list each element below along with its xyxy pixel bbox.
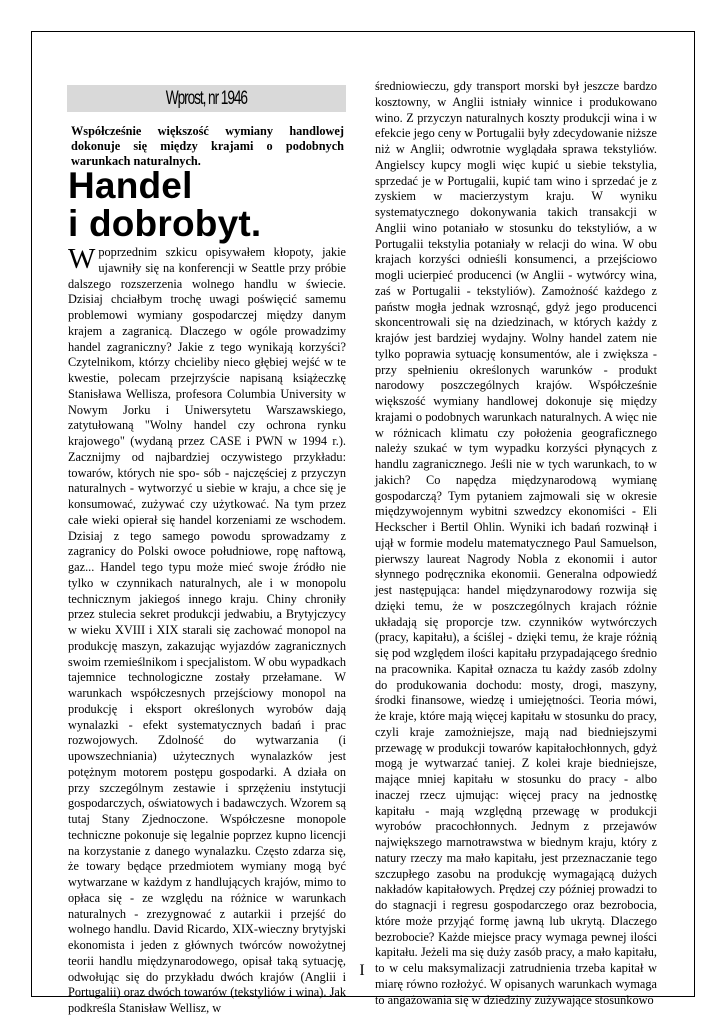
lead-paragraph: Współcześnie większość wymiany handlowej dokonuje się między krajami o podobnych warunkach naturalnych. <box>71 124 344 168</box>
masthead-text: Wprost, nr 1946 <box>165 87 248 109</box>
article-column-left <box>68 245 346 1017</box>
article-column-right <box>375 79 657 1008</box>
page-number: I <box>359 962 365 979</box>
article-text-right: średniowieczu, gdy transport morski był jeszcze bardzo kosztowny, w Anglii istniały winnice i produkowano wino. Z przyczyn naturalnych koszty produkcji wina i w efekcie jego ceny w Portugalii były zdecydowanie niższe niż w Anglii; odwrotnie wyglądała sprawa tekstyliów. Angielscy kupcy mogli więc kupić u siebie tekstylia, sprzedać je w Portugalii, kupić tam wino i sprzedać je z zyskiem w macierzystym kraju. W wyniku systematycznego dokonywania takich transakcji w Anglii wino potaniało w stosunku do tekstyliów, a w Portugalii tekstylia potaniały w relacji do wina. W obu krajach korzyści odnieśli konsumenci, a przejściowo mogli ucierpieć producenci (w Anglii - wytwórcy wina, zaś w Portugalii - tekstyliów). Zamożność każdego z państw mogła jednak wzrosnąć, gdyż jego producenci skoncentrowali się na dziedzinach, w których każdy z krajów jest bardziej wydajny. Wolny handel zatem nie tylko poprawia sytuację konsumentów, ale i zwiększa - przy spełnieniu określonych warunków - produkt narodowy poszczególnych krajów. Współcześnie większość wymiany handlowej dokonuje się między krajami o podobnych warunkach naturalnych. A więc nie w różnicach klimatu czy położenia geograficznego należy szukać w tym wypadku korzyści płynących z handlu zagranicznego. Jeśli nie w tych warunkach, to w jakich? Co napędza międzynarodową wymianę gospodarczą? Tym pytaniem zajmowali się w okresie międzywojennym wybitni szwedzcy ekonomiści - Eli Heckscher i Bertil Ohlin. Wyniki ich badań rozwinął i ujął w formie modelu matematycznego Paul Samuelson, pierwszy laureat Nagrody Nobla z ekonomii i autor słynnego podręcznika ekonomii. Generalna odpowiedź jest następująca: handel międzynarodowy rozwija się dzięki temu, że w poszczególnych krajach różnie układają się proporcje tzw. czynników wytwórczych (pracy, kapitału), a ściślej - dzięki temu, że kraje różnią się pod względem ilości kapitału przypadającego średnio na pracownika. Kapitał oznacza tu każdy zasób zdolny do produkowania dochodu: mosty, drogi, maszyny, środki finansowe, wiedzę i umiejętności. Teoria mówi, że kraje, które mają więcej kapitału w stosunku do pracy, czyli kraje zamożniejsze, mają nad biedniejszymi przewagę w produkcji towarów kapitałochłonnych, gdyż mogą je wytwarzać taniej. Z kolei kraje biedniejsze, mające mniej kapitału w stosunku do pracy - albo inaczej rzecz ujmując: więcej pracy na jednostkę kapitału - mają względną przewagę w produkcji wyrobów pracochłonnych. Jednym z przejawów największego marnotrawstwa w biednym kraju, który z natury rzeczy ma mało kapitału, jest przeznaczanie tego szczupłego zasobu na produkcję wymagającą dużych nakładów kapitałowych. Prędzej czy później prowadzi to do stagnacji i regresu gospodarczego oraz bezrobocia, które może przyjąć formę jawną lub ukrytą. Dlaczego bezrobocie? Każde miejsce pracy wymaga pewnej ilości kapitału. Jeżeli ma się duży zasób pracy, a mało kapitału, to w celu maksymalizacji zatrudnienia trzeba kapitał w miarę równo rozłożyć. W opisanych warunkach wymaga to angażowania się w dziedziny zużywające stosunkowo <box>375 79 657 1007</box>
title-line-1: Handel <box>68 165 193 206</box>
title-line-2: i dobrobyt. <box>68 203 262 244</box>
article-title <box>68 167 358 243</box>
article-text-left: poprzednim szkicu opisywałem kłopoty, jakie ujawniły się na konferencji w Seattle przy próbie dalszego rozszerzenia wolnego handlu w świecie. Dzisiaj chciałbym trochę uwagi poświęcić samemu problemowi wymiany gospodarczej między danym krajem a zagranicą. Dlaczego w ogóle prowadzimy handel zagraniczny? Jakie z tego wynikają korzyści? Czytelnikom, którzy chcieliby nieco głębiej wejść w te kwestie, polecam przejrzyście napisaną książeczkę Stanisława Wellisza, profesora Columbia University w Nowym Jorku i Uniwersytetu Warszawskiego, zatytułowaną "Wolny handel czy ochrona rynku krajowego" (wydaną przez CASE i PWN w 1994 r.). Zacznijmy od najbardziej oczywistego przykładu: towarów, których nie spo- sób - najczęściej z przyczyn naturalnych - wytworzyć u siebie w kraju, a chce się je konsumować, zużywać czy użytkować. Na tym przez całe wieki opierał się handel korzeniami ze wschodem. Dzisiaj z tego samego powodu sprowadzamy z zagranicy do Polski owoce południowe, ropę naftową, gaz... Handel tego typu może mieć swoje źródło nie tylko w czynnikach naturalnych, ale i w monopolu technicznym jakiegoś innego kraju. Chiny chroniły przez stulecia sekret produkcji jedwabiu, a Brytyjczycy w wieku XVIII i XIX starali się zachować monopol na produkcję maszyn, zakazując wyjazdów zagranicznych swoim rzemieślnikom i specjalistom. W obu wypadkach tajemnice technologiczne zostały przełamane. W warunkach współczesnych przejściowy monopol na produkcję i eksport określonych wyrobów dają wynalazki - efekt systematycznych badań i prac rozwojowych. Zdolność do wytwarzania (i upowszechniania) użytecznych wynalazków jest potężnym motorem postępu gospodarki. A działa on przy szczególnym zestawie i sprzężeniu instytucji gospodarczych, oświatowych i badawczych. Wzorem są tutaj Stany Zjednoczone. Współczesne monopole techniczne pokonuje się legalnie poprzez kupno licencji na korzystanie z danego wynalazku. Często zdarza się, że towary będące przedmiotem wymiany mogą być wytwarzane w każdym z handlujących krajów, mimo to opłaca się - ze względu na różnice w warunkach naturalnych - zrezygnować z autarkii i przejść do wolnego handlu. David Ricardo, XIX-wieczny brytyjski ekonomista i jeden z głównych twórców nowożytnej teorii handlu międzynarodowego, opisał taką sytuację, odwołując się do przykładu dwóch krajów (Anglii i Portugalii) oraz dwóch towarów (tekstyliów i wina). Jak podkreśla Stanisław Wellisz, w <box>68 245 346 1015</box>
drop-cap: W <box>68 243 96 275</box>
masthead-banner <box>67 85 346 112</box>
